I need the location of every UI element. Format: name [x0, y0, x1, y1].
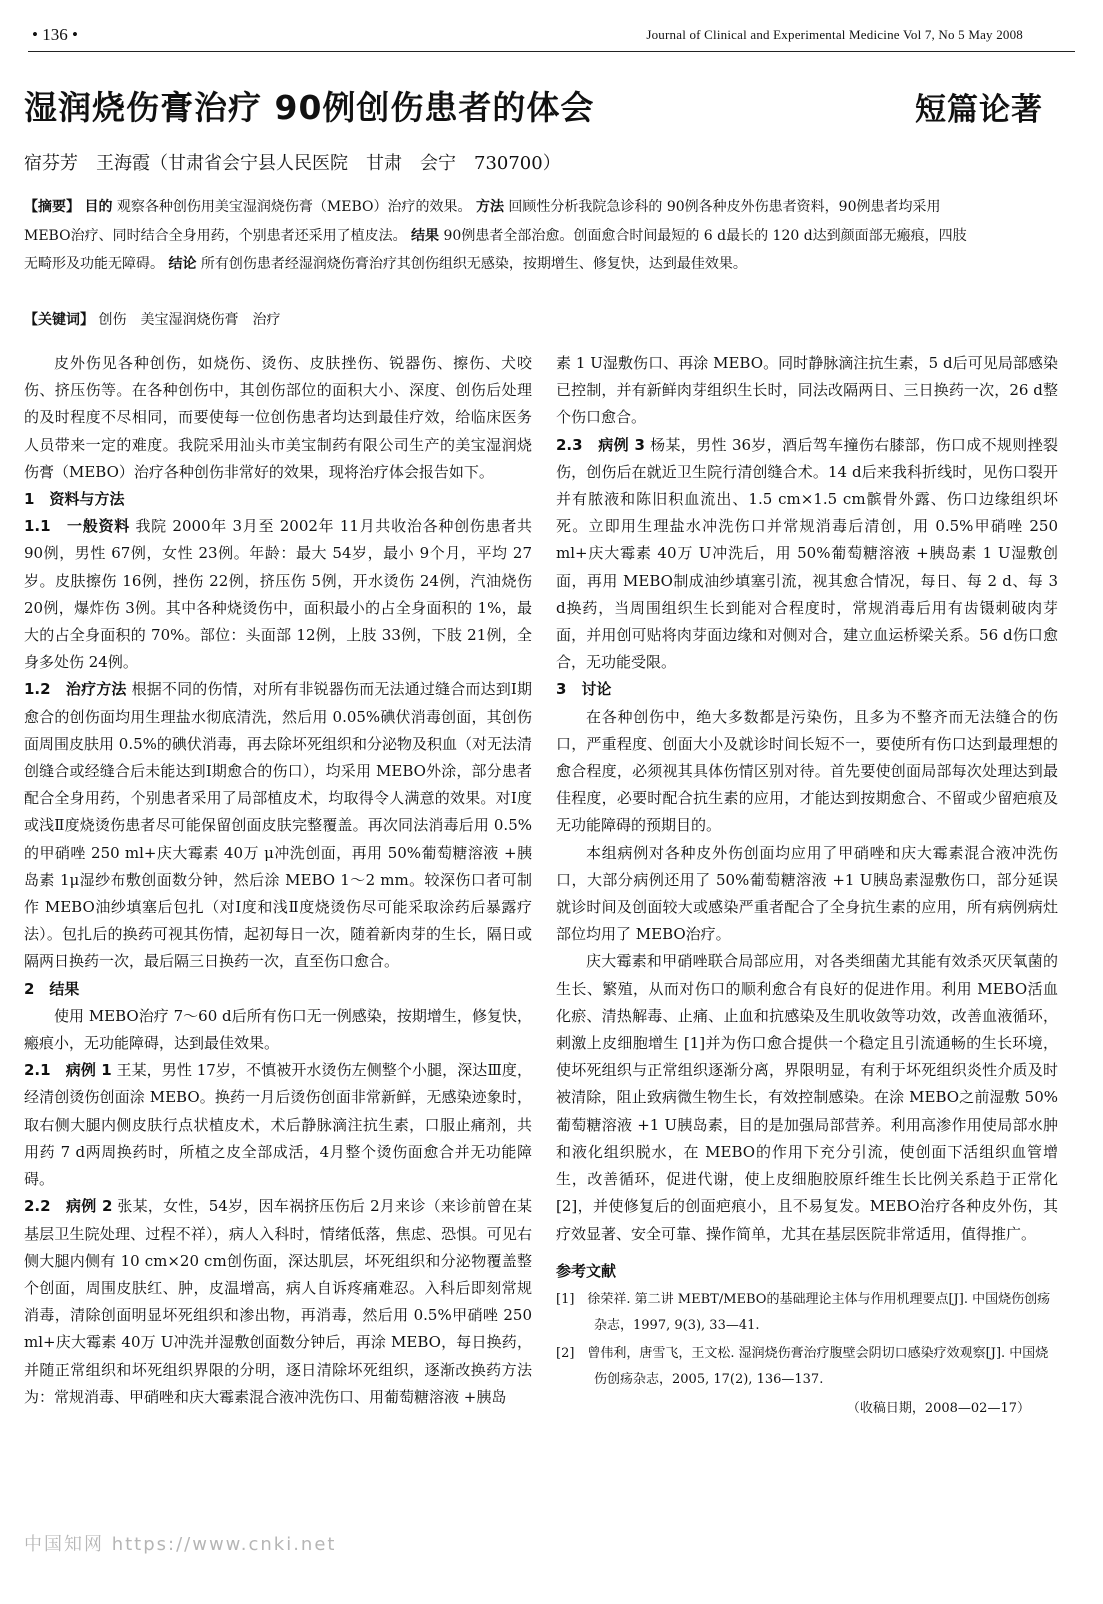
section-heading-materials: 1 资料与方法 — [24, 490, 125, 509]
subsection-label: 1.2 治疗方法 — [24, 680, 127, 699]
right-column — [556, 350, 1058, 1422]
results-paragraph: 使用 MEBO治疗 7～60 d后所有伤口无一例感染，按期增生，修复快，瘢痕小，无功能障碍，达到最佳效果。 — [24, 1006, 532, 1053]
conclusion-text: 所有创伤患者经湿润烧伤膏治疗其创伤组织无感染，按期增生、修复快，达到最佳效果。 — [200, 256, 747, 273]
received-date: （收稿日期，2008—02—17） — [846, 1400, 1030, 1416]
reference-item: [1] 徐荣祥. 第二讲 MEBT/MEBO的基础理论主体与作用机理要点[J]. 中国烧伤创疡杂志，1997, 9(3), 33—41. — [556, 1291, 1051, 1333]
result-text: 90例患者全部治愈。创面愈合时间最短的 6 d最长的 120 d达到颜面部无瘢痕，四肢无畸形及功能无障碍。 — [24, 227, 967, 273]
keywords-text: 创伤 美宝湿润烧伤膏 治疗 — [98, 312, 281, 328]
conclusion-label: 结论 — [168, 256, 197, 273]
keywords-label: 【关键词】 — [24, 312, 94, 328]
reference-item: [2] 曾伟利，唐雪飞，王文松. 湿润烧伤膏治疗腹壁会阴切口感染疗效观察[J]. 中国烧伤创疡杂志，2005, 17(2), 136—137. — [556, 1345, 1049, 1387]
journal-citation: Journal of Clinical and Experimental Medicine Vol 7, No 5 May 2008 — [646, 27, 1023, 42]
subsection-label: 2.2 病例 2 — [24, 1197, 113, 1216]
case-3-paragraph — [556, 432, 1058, 677]
watermark: 中国知网 https://www.cnki.net — [24, 1534, 337, 1555]
method-text: 回顾性分析我院急诊科的 90例各种皮外伤患者资料，90例患者均采用 MEBO治疗、同时结合全身用药，个别患者还采用了植皮法。 — [24, 199, 941, 244]
abstract — [24, 193, 974, 279]
result-label: 结果 — [411, 227, 440, 244]
case-1-paragraph — [24, 1057, 532, 1193]
running-header — [32, 22, 1071, 48]
left-column — [24, 350, 532, 1411]
paragraph-text: 王某，男性 17岁，不慎被开水烫伤左侧整个小腿，深达Ⅲ度，经清创烫伤创面涂 MEBO。换药一月后烫伤创面非常新鲜，无感染迹象时，取右侧大腿内侧皮肤行点状植皮术，术后静脉滴注抗生素，口服止痛剂，共用药 7 d两周换药时，所植之皮全部成活，4月整个烫伤面愈合并无功能障碍。 — [24, 1061, 532, 1189]
article-title: 湿润烧伤膏治疗 90例创伤患者的体会 — [24, 88, 595, 127]
discussion-paragraph-2: 本组病例对各种皮外伤创面均应用了甲硝唑和庆大霉素混合液冲洗伤口，大部分病例还用了 50%葡萄糖溶液 +1 U胰岛素湿敷伤口，部分延误就诊时间及创面较大或感染严重者配合了全身抗生素的应用，所有病例病灶部位均用了 MEBO治疗。 — [556, 843, 1058, 944]
section-tag: 短篇论著 — [915, 92, 1043, 128]
section-heading-discussion: 3 讨论 — [556, 680, 612, 699]
paragraph-text: 张某，女性，54岁，因车祸挤压伤后 2月来诊（来诊前曾在某基层卫生院处理、过程不祥），病人入科时，情绪低落，焦虑、恐惧。可见右侧大腿内侧有 10 cm×20 cm创伤面，深达肌层，坏死组织和分泌物覆盖整个创面，周围皮肤红、肿，皮温增高，病人自诉疼痛难忍。入科后即刻常规消毒，清除创面明显坏死组织和渗出物，再消毒，然后用 0.5%甲硝唑 250 ml+庆大霉素 40万 U冲洗并湿敷创面数分钟后，再涂 MEBO，每日换药，并随正常组织和坏死组织界限的分明，逐日清除坏死组织，逐渐改换药方法为：常规消毒、甲硝唑和庆大霉素混合液冲洗伤口、用葡萄糖溶液 +胰岛 — [24, 1197, 532, 1406]
case-2-paragraph — [24, 1193, 532, 1411]
paragraph-text: 我院 2000年 3月至 2002年 11月共收治各种创伤患者共 90例，男性 67例，女性 23例。年龄：最大 54岁，最小 9个月，平均 27岁。皮肤擦伤 16例，挫伤 22例，挤压伤 5例，开水烫伤 24例，汽油烧伤 20例，爆炸伤 3例。其中各种烧烫伤中，面积最小的占全身面积的 1%，最大的占全身面积的 70%。部位：头面部 12例，上肢 33例，下肢 21例，全身多处伤 24例。 — [24, 517, 532, 672]
objective-label: 目的 — [84, 199, 113, 215]
paragraph-text: 根据不同的伤情，对所有非锐器伤而无法通过缝合而达到Ⅰ期愈合的创伤面均用生理盐水彻底清洗，然后用 0.05%碘伏消毒创面，其创伤面周围皮肤用 0.5%的碘伏消毒，再去除坏死组织和分泌物及积血（对无法清创缝合或经缝合后未能达到Ⅰ期愈合的伤口），均采用 MEBO外涂，部分患者配合全身用药，个别患者采用了局部植皮术，均取得令人满意的效果。对Ⅰ度或浅Ⅱ度烧烫伤患者尽可能保留创面皮肤完整覆盖。再次同法消毒后用 0.5%的甲硝唑 250 ml+庆大霉素 40万 μ冲洗创面，再用 50%葡萄糖溶液 +胰岛素 1μ湿纱布敷创面数分钟，然后涂 MEBO 1～2 mm。较深伤口者可制作 MEBO油纱填塞后包扎（对Ⅰ度和浅Ⅱ度烧烫伤尽可能采取涂药后暴露疗法）。包扎后的换药可视其伤情，起初每日一次，随着新肉芽的生长，隔日或隔两日换药一次，最后隔三日换药一次，直至伤口愈合。 — [24, 680, 532, 971]
case-2-continued: 素 1 U湿敷伤口、再涂 MEBO。同时静脉滴注抗生素，5 d后可见局部感染已控制，并有新鲜肉芽组织生长时，同法改隔两日、三日换药一次，26 d整个伤口愈合。 — [556, 354, 1058, 427]
references-heading: 参考文献 — [556, 1261, 617, 1280]
authors-affiliation: 宿芬芳 王海霞（甘肃省会宁县人民医院 甘肃 会宁 730700） — [24, 153, 561, 174]
treatment-method-paragraph — [24, 676, 532, 975]
general-data-paragraph — [24, 513, 532, 676]
keywords — [24, 309, 280, 329]
page-number: • 136 • — [32, 25, 78, 44]
method-label: 方法 — [475, 199, 504, 215]
abstract-label: 【摘要】 — [24, 199, 80, 215]
intro-paragraph: 皮外伤见各种创伤，如烧伤、烫伤、皮肤挫伤、锐器伤、擦伤、犬咬伤、挤压伤等。在各种创伤中，其创伤部位的面积大小、深度、创伤后处理的及时程度不尽相同，而要使每一位创伤患者均达到最佳疗效，给临床医务人员带来一定的难度。我院采用汕头市美宝制药有限公司生产的美宝湿润烧伤膏（MEBO）治疗各种创伤非常好的效果，现将治疗体会报告如下。 — [24, 354, 532, 481]
discussion-paragraph-3: 庆大霉素和甲硝唑联合局部应用，对各类细菌尤其能有效杀灭厌氧菌的生长、繁殖，从而对伤口的顺利愈合有良好的促进作用。利用 MEBO活血化瘀、清热解毒、止痛、止血和抗感染及生肌收敛等功效，改善血液循环，刺激上皮细胞增生 [1]并为伤口愈合提供一个稳定且引流通畅的生长环境，使坏死组织与正常组织逐渐分离，界限明显，有利于坏死组织炎性介质及时被清除，阻止致病微生物生长，有效控制感染。在涂 MEBO之前湿敷 50%葡萄糖溶液 +1 U胰岛素，目的是加强局部营养。利用高渗作用使局部水肿和液化组织脱水，在 MEBO的作用下充分引流，使创面下活组织血管增生，改善循环，促进代谢，使上皮细胞胶原纤维生长比例关系趋于正常化 [2]，并使修复后的创面疤痕小，且不易复发。MEBO治疗各种皮外伤，其疗效显著、安全可靠、操作简单，尤其在基层医院非常适用，值得推广。 — [556, 952, 1058, 1243]
section-heading-results: 2 结果 — [24, 979, 80, 998]
paragraph-text: 杨某，男性 36岁，酒后驾车撞伤右膝部，伤口成不规则挫裂伤，创伤后在就近卫生院行清创缝合术。14 d后来我科折线时，见伤口裂开并有脓液和陈旧积血流出、1.5 cm×1.5 cm髌骨外露、伤口边缘组织坏死。立即用生理盐水冲洗伤口并常规消毒后清创，用 0.5%甲硝唑 250 ml+庆大霉素 40万 U冲洗后，用 50%葡萄糖溶液 +胰岛素 1 U湿敷创面，再用 MEBO制成油纱填塞引流，视其愈合情况，每日、每 2 d、每 3 d换药，当周围组织生长到能对合程度时，常规消毒后用有齿镊刺破肉芽面，并用创可贴将肉芽面边缘和对侧对合，建立血运桥梁关系。56 d伤口愈合，无功能受限。 — [556, 435, 1059, 672]
header-rule — [28, 51, 1075, 52]
discussion-paragraph-1: 在各种创伤中，绝大多数都是污染伤，且多为不整齐而无法缝合的伤口，严重程度、创面大小及就诊时间长短不一，要使所有伤口达到最理想的愈合程度，必须视其具体伤情区别对待。首先要使创面局部每次处理达到最佳程度，必要时配合抗生素的应用，才能达到按期愈合、不留或少留疤痕及无功能障碍的预期目的。 — [556, 707, 1058, 835]
subsection-label: 1.1 一般资料 — [24, 517, 130, 536]
objective-text: 观察各种创伤用美宝湿润烧伤膏（MEBO）治疗的效果。 — [116, 199, 472, 215]
subsection-label: 2.1 病例 1 — [24, 1061, 112, 1080]
subsection-label: 2.3 病例 3 — [556, 435, 645, 454]
